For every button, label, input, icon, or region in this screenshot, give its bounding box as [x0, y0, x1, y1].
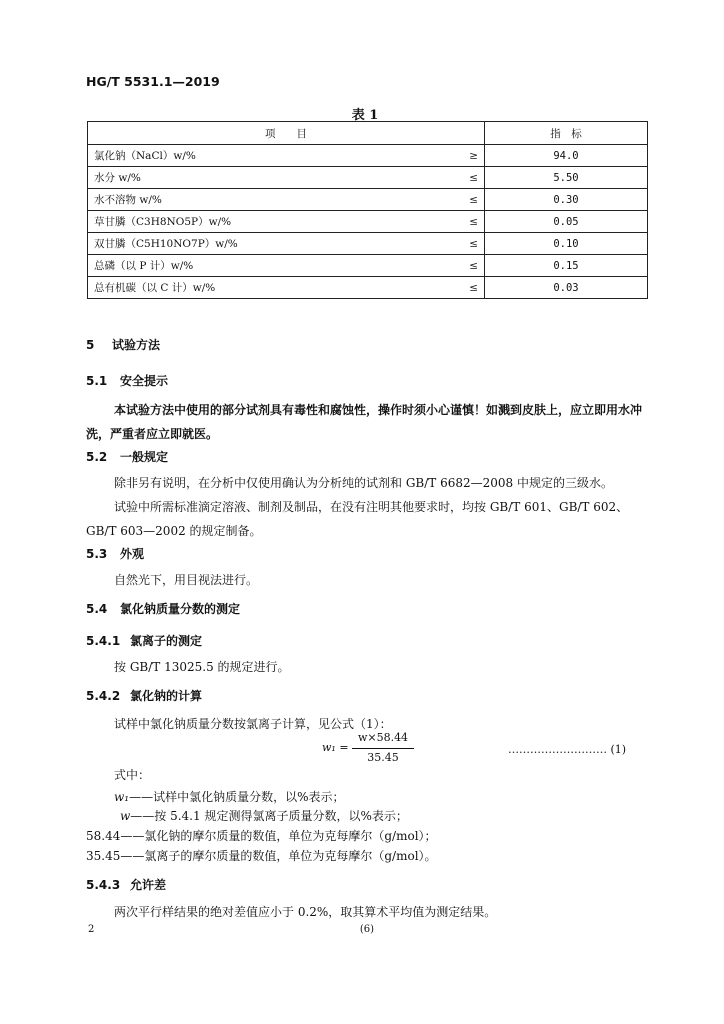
def-text: ——试样中氯化钠质量分数，以%表示；: [129, 790, 345, 804]
row-value: 94.0: [485, 145, 648, 167]
def-symbol: 35.45: [86, 849, 121, 863]
where-label: 式中：: [114, 768, 151, 782]
general-rule-p2: 试验中所需标准滴定溶液、制剂及制品，在没有注明其他要求时，均按 GB/T 601、GB/T 602、: [114, 500, 629, 514]
row-op: ≤: [452, 277, 485, 299]
table-row: [88, 211, 648, 233]
standard-header: HG/T 5531.1—2019: [86, 74, 220, 89]
chloride-method-text: 按 GB/T 13025.5 的规定进行。: [114, 660, 290, 674]
safety-notice: 本试验方法中使用的部分试剂具有毒性和腐蚀性，操作时须小心谨慎！如溅到皮肤上，应立即用水冲洗，严重者应立即就医。: [86, 403, 643, 441]
def-symbol: w₁: [114, 790, 130, 804]
general-rule-p1: 除非另有说明，在分析中仅使用确认为分析纯的试剂和 GB/T 6682—2008 中规定的三级水。: [114, 476, 613, 490]
section-title: 氯化钠的计算: [130, 689, 203, 703]
row-op: ≥: [452, 145, 485, 167]
section-5-4-2-heading: [86, 687, 202, 704]
table-caption: 表 1: [351, 108, 379, 123]
table-row: [88, 189, 648, 211]
fraction-bar: [352, 748, 414, 749]
row-value: 0.03: [485, 277, 648, 299]
def-text: ——按 5.4.1 规定测得氯离子质量分数，以%表示；: [130, 809, 408, 823]
section-number: 5: [86, 338, 95, 352]
equation-number: ……………………… (1): [508, 743, 627, 756]
calc-intro-text: 试样中氯化钠质量分数按氯离子计算，见公式（1）：: [114, 717, 392, 731]
def-text: ——氯离子的摩尔质量的数值，单位为克每摩尔（g/mol）。: [120, 849, 437, 863]
section-title: 安全提示: [120, 374, 169, 388]
row-item: 水不溶物 w/%: [88, 189, 453, 211]
col-value-header: 指 标: [485, 122, 648, 145]
general-rule-p2-cont: GB/T 603—2002 的规定制备。: [86, 524, 262, 538]
table-row: [88, 167, 648, 189]
row-value: 0.05: [485, 211, 648, 233]
table-row: [88, 145, 648, 167]
row-item: 总磷（以 P 计）w/%: [88, 255, 453, 277]
row-item: 水分 w/%: [88, 167, 453, 189]
section-5-4-heading: [86, 600, 240, 617]
row-value: 0.30: [485, 189, 648, 211]
appearance-text: 自然光下，用目视法进行。: [114, 573, 259, 587]
section-number: 5.2: [86, 450, 108, 464]
tolerance-text: 两次平行样结果的绝对差值应小于 0.2%，取其算术平均值为测定结果。: [114, 905, 497, 919]
row-op: ≤: [452, 167, 485, 189]
section-5-4-3-heading: [86, 876, 166, 893]
spec-table: [87, 121, 648, 299]
row-op: ≤: [452, 255, 485, 277]
section-number: 5.4.3: [86, 878, 121, 892]
section-title: 氯离子的测定: [130, 634, 203, 648]
section-title: 氯化钠质量分数的测定: [120, 602, 241, 616]
formula-lhs: w₁ =: [322, 741, 349, 754]
row-item: 双甘膦（C5H10NO7P）w/%: [88, 233, 453, 255]
section-5-2-heading: [86, 448, 168, 465]
section-number: 5.4.1: [86, 634, 121, 648]
row-op: ≤: [452, 233, 485, 255]
section-title: 一般规定: [120, 450, 169, 464]
row-value: 0.15: [485, 255, 648, 277]
formula-denominator: 35.45: [367, 751, 399, 764]
section-title: 允许差: [130, 878, 167, 892]
def-text: ——氯化钠的摩尔质量的数值，单位为克每摩尔（g/mol）；: [120, 829, 437, 843]
section-title: 试验方法: [112, 338, 161, 352]
section-5-heading: [86, 336, 160, 353]
section-5-1-heading: [86, 372, 168, 389]
row-op: ≤: [452, 189, 485, 211]
page-serial: (6): [359, 924, 375, 935]
row-value: 0.10: [485, 233, 648, 255]
col-item-header: 项 目: [88, 122, 485, 145]
def-symbol: 58.44: [86, 829, 121, 843]
section-title: 外观: [120, 547, 145, 561]
section-number: 5.4: [86, 602, 108, 616]
row-value: 5.50: [485, 167, 648, 189]
formula-numerator: w×58.44: [357, 731, 409, 744]
section-number: 5.1: [86, 374, 108, 388]
table-row: [88, 255, 648, 277]
section-number: 5.3: [86, 547, 108, 561]
definition-row: [86, 844, 437, 868]
row-item: 总有机碳（以 C 计）w/%: [88, 277, 453, 299]
page-number: 2: [88, 924, 95, 935]
row-item: 氯化钠（NaCl）w/%: [88, 145, 453, 167]
row-op: ≤: [452, 211, 485, 233]
def-symbol: w: [120, 809, 131, 823]
table-row: [88, 277, 648, 299]
section-number: 5.4.2: [86, 689, 121, 703]
section-5-4-1-heading: [86, 632, 202, 649]
section-5-3-heading: [86, 545, 144, 562]
row-item: 草甘膦（C3H8NO5P）w/%: [88, 211, 453, 233]
table-row: [88, 233, 648, 255]
table-header-row: [88, 122, 648, 145]
